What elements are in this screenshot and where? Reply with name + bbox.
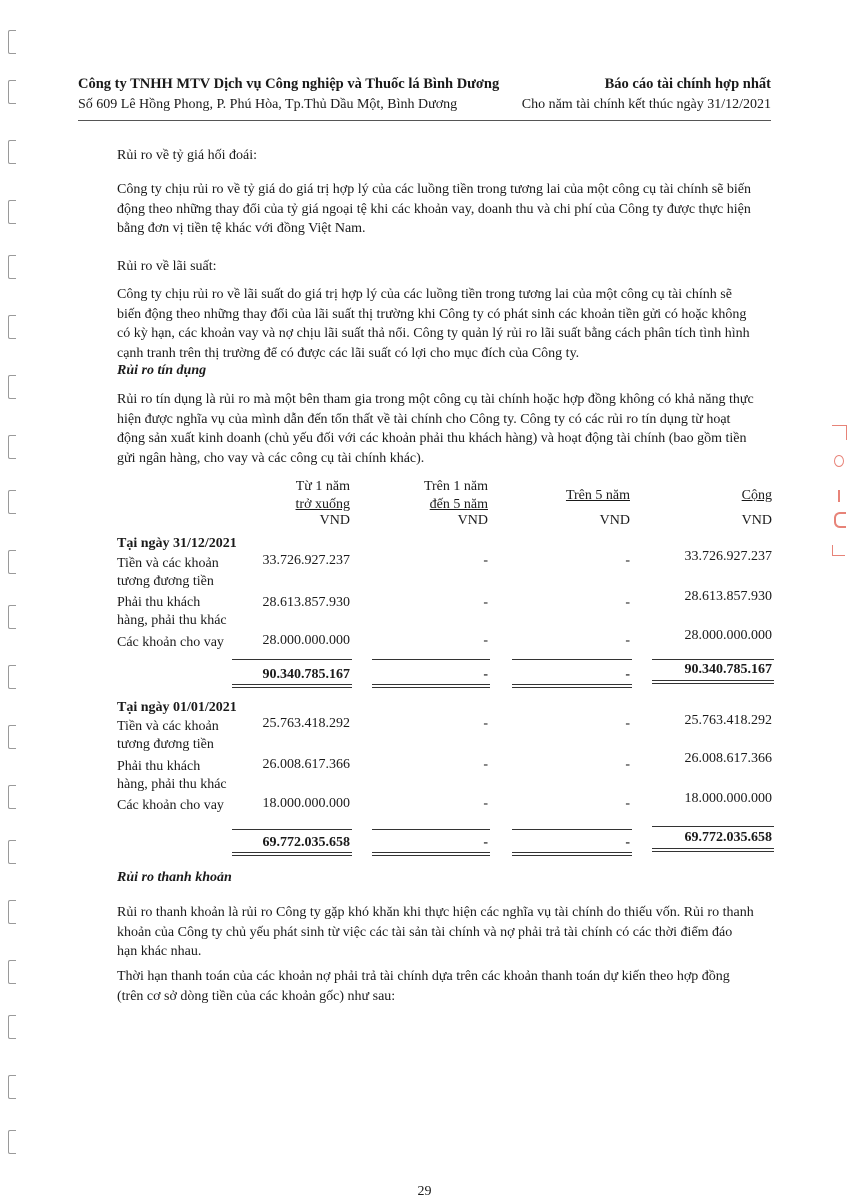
- row-label-line: hàng, phải thu khác: [117, 613, 227, 628]
- binding-hole-mark: [8, 1015, 16, 1039]
- row-label: [117, 594, 227, 630]
- double-rule: [232, 687, 352, 688]
- fx-risk-heading: Rủi ro về tỷ giá hối đoái:: [117, 148, 257, 163]
- col-header-line: Từ 1 năm: [295, 479, 350, 494]
- binding-hole-mark: [8, 665, 16, 689]
- double-rule: [652, 851, 774, 852]
- double-rule: [232, 855, 352, 856]
- col-unit-2: VND: [457, 513, 488, 528]
- maturity-paragraph: [117, 967, 771, 1006]
- total-cell: 90.340.785.167: [684, 662, 772, 677]
- table-cell: -: [483, 633, 488, 648]
- paragraph-line: biến động theo những thay đổi của lãi suất thị trường khi Công ty có phát sinh các khoản tiền gửi có hoặc không: [117, 306, 747, 322]
- table-cell: -: [483, 595, 488, 610]
- col-unit-4: VND: [741, 513, 772, 528]
- table-cell: -: [625, 796, 630, 811]
- report-title: Báo cáo tài chính hợp nhất: [604, 76, 771, 92]
- subtotal-rule: [232, 829, 352, 830]
- col-header-4: [660, 487, 772, 505]
- row-label: [117, 634, 224, 652]
- table-cell: 26.008.617.366: [262, 757, 350, 772]
- paragraph-line: khoản của Công ty chủ yếu phát sinh từ việc các tài sản tài chính và nợ phải trả tài chính có các thời điểm đáo: [117, 924, 733, 940]
- col-header-line: Trên 5 năm: [565, 488, 630, 503]
- double-rule: [372, 855, 490, 856]
- table-cell: 18.000.000.000: [262, 796, 350, 811]
- binding-hole-mark: [8, 960, 16, 984]
- binding-hole-mark: [8, 30, 16, 54]
- table-cell: -: [483, 553, 488, 568]
- col-unit-1: VND: [319, 513, 350, 528]
- stamp-mark: [838, 490, 840, 502]
- row-label-line: Tiền và các khoản: [117, 556, 219, 571]
- subtotal-rule: [372, 659, 490, 660]
- subtotal-rule: [652, 826, 774, 827]
- table-cell: 28.613.857.930: [262, 595, 350, 610]
- binding-hole-mark: [8, 315, 16, 339]
- double-rule: [232, 684, 352, 685]
- binding-hole-mark: [8, 840, 16, 864]
- report-period: Cho năm tài chính kết thúc ngày 31/12/2021: [521, 97, 771, 112]
- total-cell: 69.772.035.658: [684, 830, 772, 845]
- row-label-line: Phải thu khách: [117, 595, 201, 610]
- paragraph-line: (trên cơ sở dòng tiền của các khoản gốc) như sau:: [117, 988, 396, 1004]
- paragraph-line: hiện được nghĩa vụ của mình dẫn đến tổn thất về tài chính cho Công ty. Công ty có các rủi ro tín dụng từ hoạt: [117, 411, 731, 427]
- subtotal-rule: [232, 659, 352, 660]
- stamp-mark: [834, 512, 846, 528]
- rate-risk-heading: Rủi ro về lãi suất:: [117, 259, 217, 274]
- row-label-line: tương đương tiền: [117, 737, 214, 752]
- double-rule: [512, 687, 632, 688]
- stamp-mark: [834, 455, 844, 467]
- col-header-line: Cộng: [741, 488, 772, 503]
- total-cell: 90.340.785.167: [262, 667, 350, 682]
- col-unit-3: VND: [599, 513, 630, 528]
- row-label-line: Các khoản cho vay: [117, 798, 224, 813]
- table-cell: -: [625, 757, 630, 772]
- table-cell: -: [483, 796, 488, 811]
- table-cell: 25.763.418.292: [684, 713, 772, 728]
- total-cell: -: [483, 667, 488, 682]
- row-label-line: Phải thu khách: [117, 759, 201, 774]
- table-cell: 18.000.000.000: [684, 791, 772, 806]
- table-cell: -: [625, 633, 630, 648]
- binding-hole-mark: [8, 375, 16, 399]
- paragraph-line: động theo những thay đổi của tỷ giá ngoại tệ khi các khoản vay, doanh thu và chi phí của Công ty được thực hiện: [117, 201, 751, 217]
- table-cell: 28.000.000.000: [684, 628, 772, 643]
- binding-hole-mark: [8, 435, 16, 459]
- paragraph-line: Công ty chịu rủi ro về lãi suất do giá trị hợp lý của các luồng tiền trong tương lai của một công cụ tài chính sẽ: [117, 287, 732, 302]
- row-label-line: Các khoản cho vay: [117, 635, 224, 650]
- subtotal-rule: [512, 829, 632, 830]
- row-label: [117, 758, 227, 794]
- paragraph-line: động sản xuất kinh doanh (chủ yếu đối với các khoản phải thu khách hàng) và hoạt động tài chính (bao gồm tiền: [117, 431, 747, 446]
- double-rule: [512, 855, 632, 856]
- paragraph-line: gửi ngân hàng, cho vay và các công cụ tài chính khác).: [117, 450, 425, 466]
- double-rule: [512, 852, 632, 853]
- binding-hole-mark: [8, 140, 16, 164]
- subtotal-rule: [652, 659, 774, 660]
- table-cell: 28.613.857.930: [684, 589, 772, 604]
- col-header-2: [380, 478, 488, 514]
- table-cell: 26.008.617.366: [684, 751, 772, 766]
- table-cell: 33.726.927.237: [684, 549, 772, 564]
- binding-hole-mark: [8, 785, 16, 809]
- table-cell: -: [483, 757, 488, 772]
- col-header-line: đến 5 năm: [429, 497, 488, 512]
- binding-hole-mark: [8, 900, 16, 924]
- row-label: [117, 718, 219, 754]
- table-cell: -: [483, 716, 488, 731]
- row-label: [117, 555, 219, 591]
- header-divider: [78, 120, 771, 121]
- paragraph-line: Công ty chịu rủi ro về tỷ giá do giá trị hợp lý của các luồng tiền trong tương lai của một công cụ tài chính sẽ biến: [117, 182, 751, 197]
- double-rule: [372, 687, 490, 688]
- fx-risk-paragraph: [117, 180, 771, 239]
- double-rule: [372, 852, 490, 853]
- paragraph-line: bằng đơn vị tiền tệ khác với đồng Việt Nam.: [117, 221, 366, 236]
- table-cell: -: [625, 595, 630, 610]
- rate-risk-paragraph: [117, 285, 771, 363]
- binding-hole-mark: [8, 725, 16, 749]
- binding-hole-mark: [8, 1130, 16, 1154]
- row-label-line: Tiền và các khoản: [117, 719, 219, 734]
- company-address: Số 609 Lê Hồng Phong, P. Phú Hòa, Tp.Thủ Dầu Một, Bình Dương: [78, 97, 458, 112]
- credit-risk-paragraph: [117, 390, 771, 468]
- double-rule: [372, 684, 490, 685]
- col-header-1: [240, 478, 350, 514]
- double-rule: [652, 683, 774, 684]
- paragraph-line: có kỳ hạn, các khoản vay và nợ chịu lãi suất thả nổi. Công ty quản lý rủi ro lãi suất bằng cách phân tích tình hình: [117, 326, 750, 341]
- paragraph-line: cạnh tranh trên thị trường để có được các lãi suất có lợi cho mục đích của Công ty.: [117, 345, 580, 361]
- double-rule: [652, 680, 774, 681]
- stamp-mark: [832, 425, 847, 440]
- company-name: Công ty TNHH MTV Dịch vụ Công nghiệp và Thuốc lá Bình Dương: [78, 76, 500, 92]
- total-cell: 69.772.035.658: [262, 835, 350, 850]
- col-header-line: trở xuống: [295, 497, 350, 512]
- table-cell: -: [625, 553, 630, 568]
- binding-hole-mark: [8, 550, 16, 574]
- group-date-label: Tại ngày 31/12/2021: [117, 536, 237, 551]
- paragraph-line: Thời hạn thanh toán của các khoản nợ phải trả tài chính dựa trên các khoản thanh toán dự kiến theo hợp đồng: [117, 969, 730, 984]
- row-label-line: hàng, phải thu khác: [117, 777, 227, 792]
- col-header-3: [520, 487, 630, 505]
- table-cell: 28.000.000.000: [262, 633, 350, 648]
- paragraph-line: Rủi ro thanh khoản là rủi ro Công ty gặp khó khăn khi thực hiện các nghĩa vụ tài chính do thiếu vốn. Rủi ro thanh: [117, 905, 754, 920]
- table-cell: 25.763.418.292: [262, 716, 350, 731]
- credit-risk-heading: Rủi ro tín dụng: [117, 363, 207, 378]
- liquidity-risk-paragraph: [117, 903, 771, 962]
- total-cell: -: [483, 835, 488, 850]
- binding-hole-mark: [8, 80, 16, 104]
- row-label: [117, 797, 224, 815]
- page-number: 29: [417, 1184, 432, 1199]
- double-rule: [232, 852, 352, 853]
- paragraph-line: hạn khác nhau.: [117, 944, 202, 959]
- stamp-mark: [832, 545, 845, 556]
- col-header-line: Trên 1 năm: [423, 479, 488, 494]
- subtotal-rule: [372, 829, 490, 830]
- row-label-line: tương đương tiền: [117, 574, 214, 589]
- liquidity-risk-heading: Rủi ro thanh khoản: [117, 870, 232, 885]
- double-rule: [652, 848, 774, 849]
- binding-hole-mark: [8, 490, 16, 514]
- table-cell: 33.726.927.237: [262, 553, 350, 568]
- total-cell: -: [625, 667, 630, 682]
- binding-hole-mark: [8, 605, 16, 629]
- binding-hole-mark: [8, 200, 16, 224]
- subtotal-rule: [512, 659, 632, 660]
- double-rule: [512, 684, 632, 685]
- binding-hole-mark: [8, 255, 16, 279]
- paragraph-line: Rủi ro tín dụng là rủi ro mà một bên tham gia trong một công cụ tài chính hoặc hợp đồng không có khả năng thực: [117, 392, 754, 407]
- table-cell: -: [625, 716, 630, 731]
- binding-hole-mark: [8, 1075, 16, 1099]
- total-cell: -: [625, 835, 630, 850]
- group-date-label: Tại ngày 01/01/2021: [117, 700, 237, 715]
